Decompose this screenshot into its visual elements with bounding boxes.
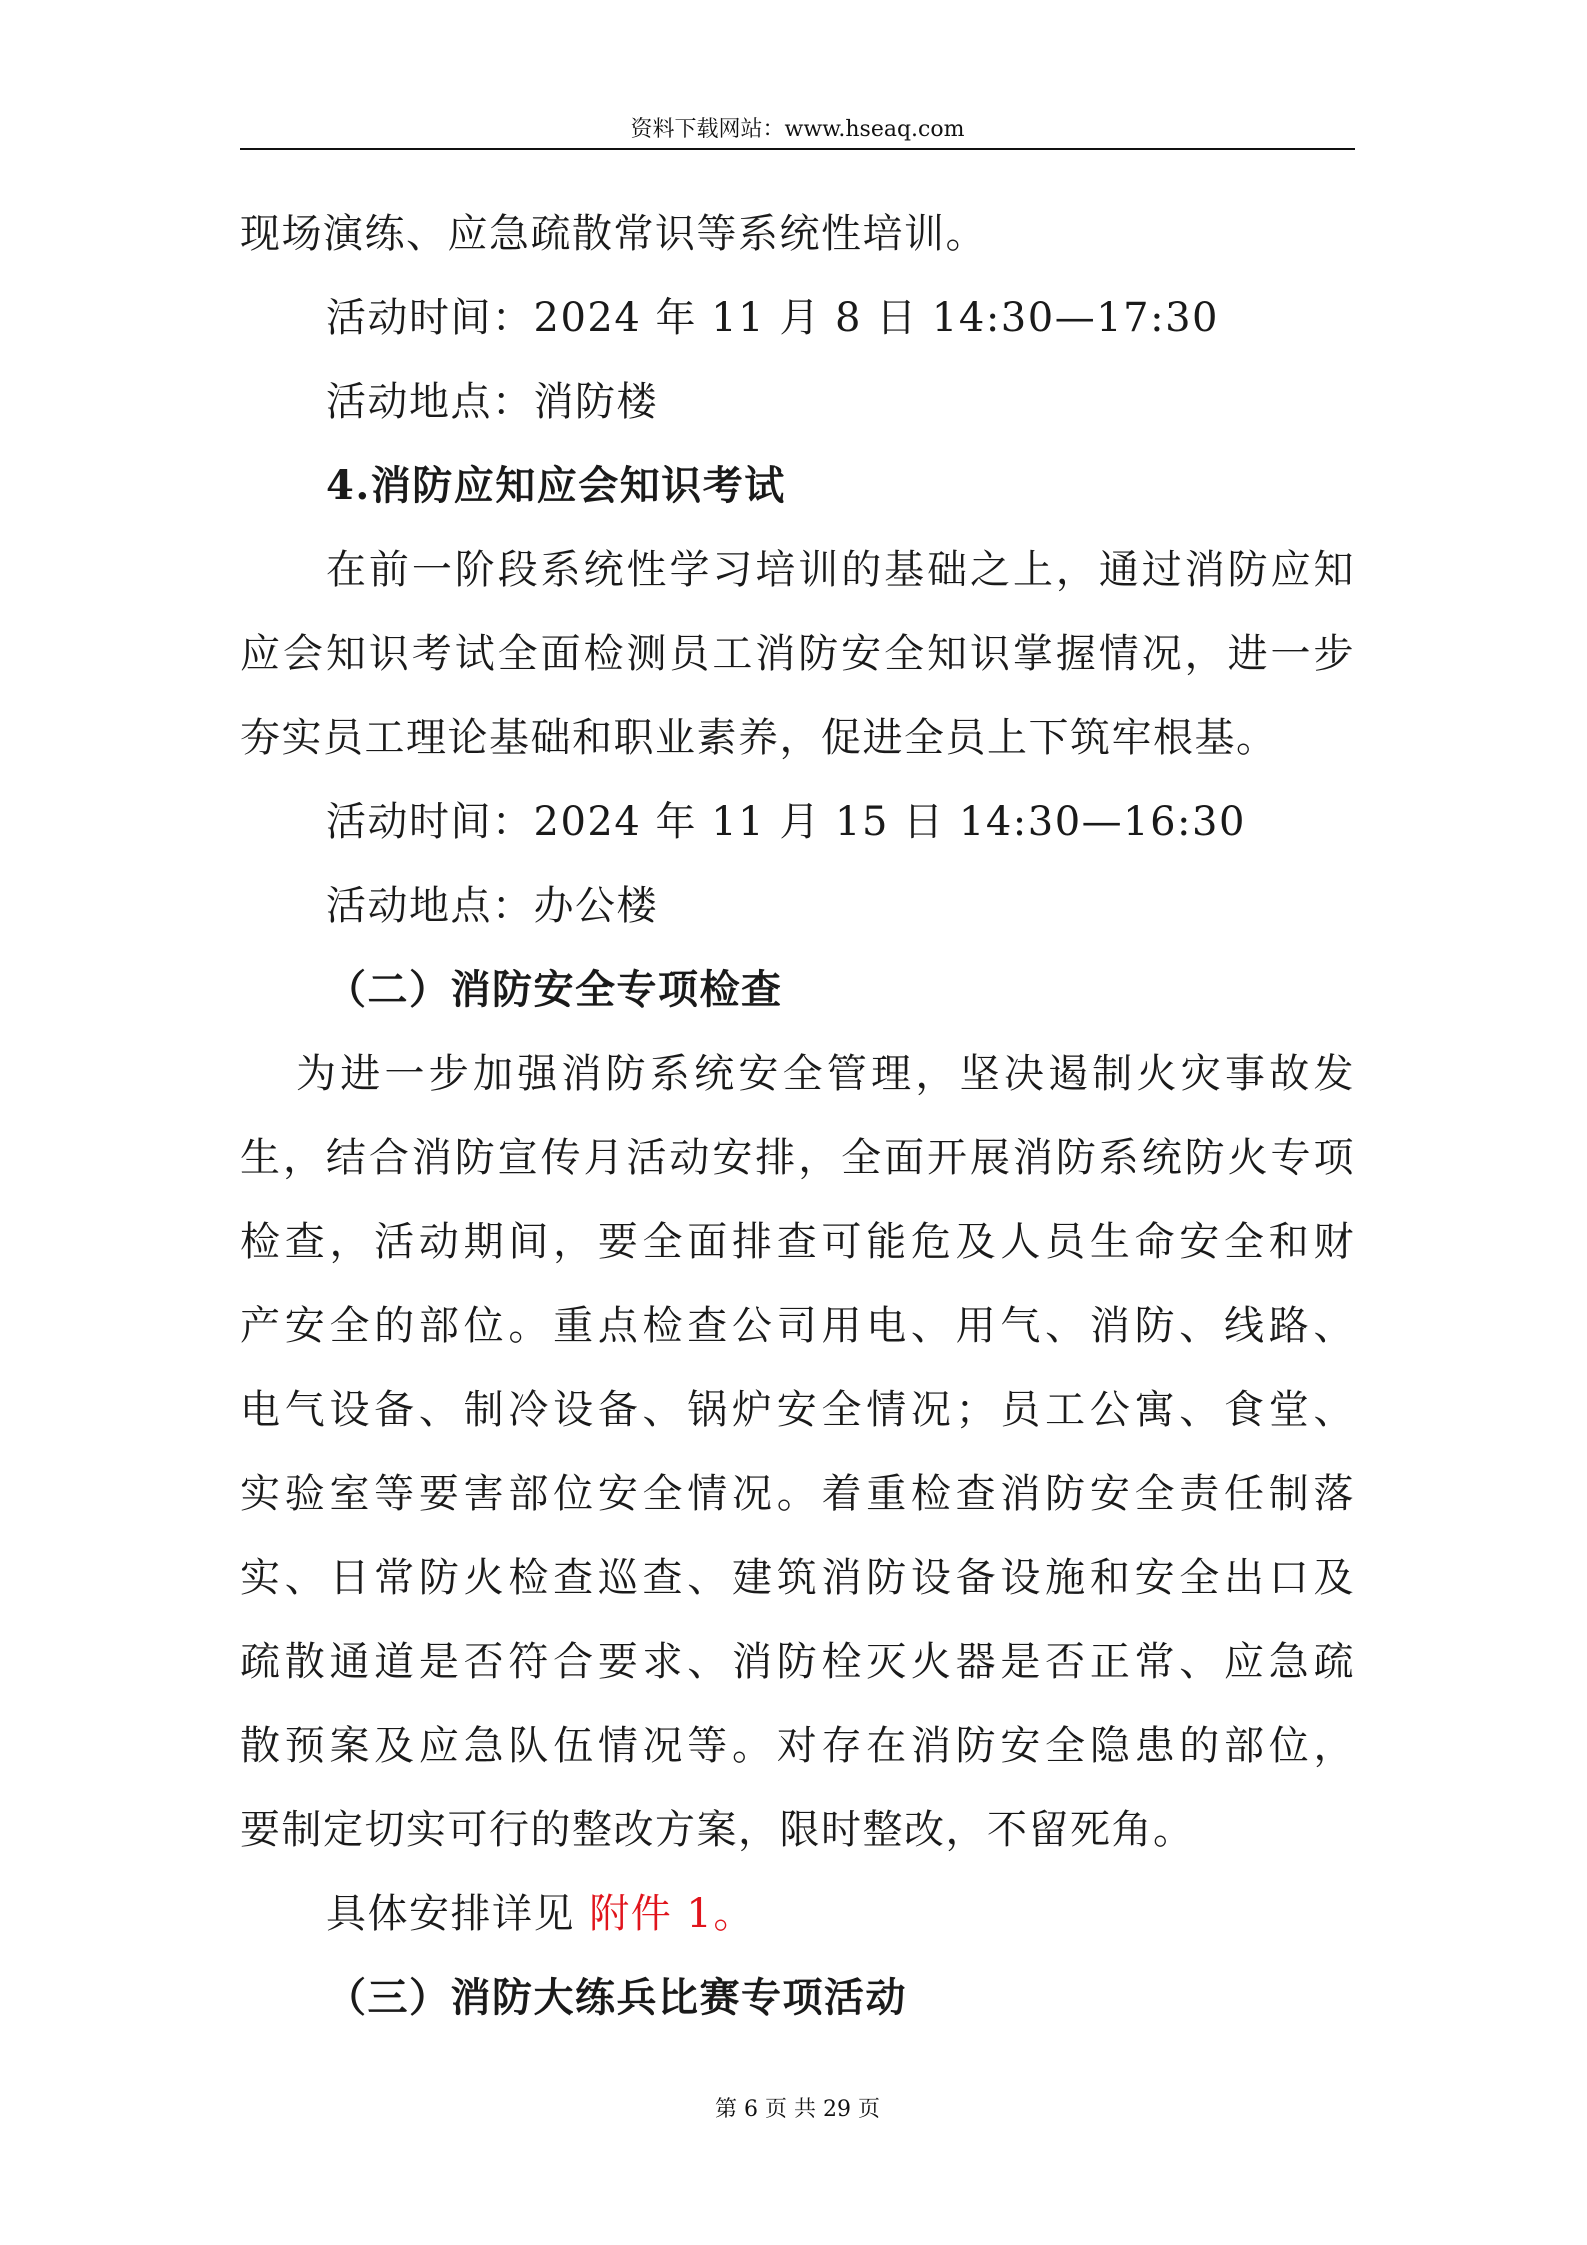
body-line: 要制定切实可行的整改方案，限时整改，不留死角。 <box>240 1807 1195 1853</box>
body-line: 应会知识考试全面检测员工消防安全知识掌握情况，进一步 <box>240 631 1355 677</box>
subsection-heading: 4.消防应知应会知识考试 <box>326 462 786 509</box>
attachment-prefix: 具体安排详见 <box>326 1891 590 1937</box>
section-heading: （三）消防大练兵比赛专项活动 <box>326 1974 907 2021</box>
activity-time: 活动时间：2024 年 11 月 8 日 14:30—17:30 <box>326 295 1219 341</box>
attachment-link[interactable]: 附件 1。 <box>589 1891 755 1937</box>
body-line: 生，结合消防宣传月活动安排，全面开展消防系统防火专项 <box>240 1135 1355 1181</box>
header-divider <box>240 148 1355 150</box>
activity-location: 活动地点：办公楼 <box>326 883 658 929</box>
attachment-line <box>240 1872 1355 1956</box>
section-heading: （二）消防安全专项检查 <box>326 966 783 1013</box>
body-line: 夯实员工理论基础和职业素养，促进全员上下筑牢根基。 <box>240 715 1278 761</box>
body-line: 为进一步加强消防系统安全管理，坚决遏制火灾事故发 <box>296 1051 1355 1097</box>
activity-location: 活动地点：消防楼 <box>326 379 658 425</box>
activity-time: 活动时间：2024 年 11 月 15 日 14:30—16:30 <box>326 799 1246 845</box>
body-line: 在前一阶段系统性学习培训的基础之上，通过消防应知 <box>326 547 1355 593</box>
body-line: 实验室等要害部位安全情况。着重检查消防安全责任制落 <box>240 1471 1355 1517</box>
body-line: 散预案及应急队伍情况等。对存在消防安全隐患的部位， <box>240 1723 1355 1769</box>
body-line: 检查，活动期间，要全面排查可能危及人员生命安全和财 <box>240 1219 1355 1265</box>
document-body <box>240 192 1355 2040</box>
body-line: 疏散通道是否符合要求、消防栓灭火器是否正常、应急疏 <box>240 1639 1355 1685</box>
page-footer: 第 6 页 共 29 页 <box>715 2097 880 2122</box>
page-header: 资料下载网站：www.hseaq.com <box>630 117 965 142</box>
body-line: 电气设备、制冷设备、锅炉安全情况；员工公寓、食堂、 <box>240 1387 1355 1433</box>
body-line: 产安全的部位。重点检查公司用电、用气、消防、线路、 <box>240 1303 1355 1349</box>
body-line: 实、日常防火检查巡查、建筑消防设备设施和安全出口及 <box>240 1555 1355 1601</box>
body-line: 现场演练、应急疏散常识等系统性培训。 <box>240 211 987 257</box>
